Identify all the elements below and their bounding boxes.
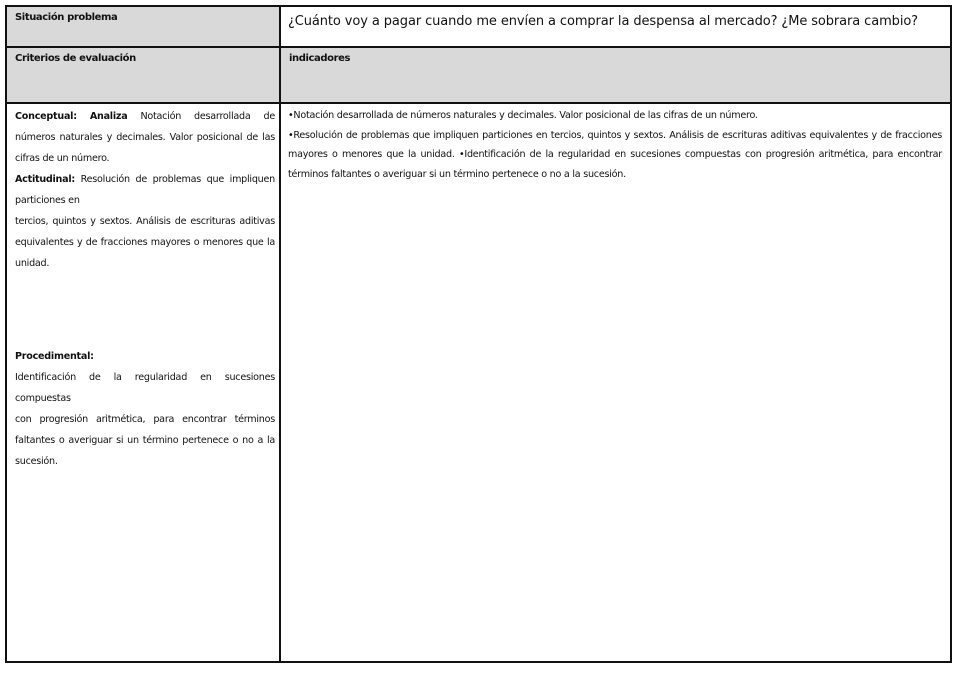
indicadores-cell [280, 103, 951, 662]
indicador-item: •Resolución de problemas que impliquen particiones en tercios, quintos y sextos. Análisis de escrituras aditivas equivalentes y de fracciones mayores o menores que la unidad. •Identificación de la regularidad en sucesiones compuestas con progresión aritmética, para encontrar términos faltantes o averiguar si un término pertenece o no a la sucesión. [288, 129, 942, 180]
table-row [6, 47, 951, 103]
table-row [6, 103, 951, 662]
problem-question: ¿Cuánto voy a pagar cuando me envíen a comprar la despensa al mercado? ¿Me sobrara cambio? [288, 14, 918, 29]
conceptual-text: Notación desarrollada de números naturales y decimales. Valor posicional de las cifras de un número. [15, 111, 275, 164]
conceptual-label: Conceptual: [15, 111, 77, 122]
situacion-label: Situación problema [15, 12, 118, 23]
criterios-content [7, 104, 279, 472]
indicador-item: •Notación desarrollada de números naturales y decimales. Valor posicional de las cifras de un número. [288, 110, 758, 121]
indicadores-label: indicadores [289, 53, 351, 64]
spacer [15, 274, 275, 346]
table-row [6, 6, 951, 47]
criterios-cell [6, 103, 280, 662]
evaluation-table [5, 5, 952, 663]
situacion-label-cell [6, 6, 280, 47]
procedimental-paragraph-cont: con progresión aritmética, para encontrar términos faltantes o averiguar si un término pertenece o no a la sucesión. [15, 414, 275, 467]
conceptual-paragraph [15, 106, 275, 169]
procedimental-paragraph: Identificación de la regularidad en sucesiones compuestas [15, 372, 275, 404]
question-cell [280, 6, 951, 47]
criterios-header-cell [6, 47, 280, 103]
actitudinal-text: Resolución de problemas que impliquen particiones en [15, 174, 275, 206]
indicadores-header-cell [280, 47, 951, 103]
procedimental-label: Procedimental: [15, 351, 94, 362]
actitudinal-paragraph [15, 169, 275, 211]
actitudinal-paragraph-cont: tercios, quintos y sextos. Análisis de escrituras aditivas equivalentes y de fracciones mayores o menores que la unidad. [15, 216, 275, 269]
criterios-label: Criterios de evaluación [15, 53, 136, 64]
actitudinal-label: Actitudinal: [15, 174, 75, 185]
indicadores-content [281, 104, 950, 184]
conceptual-verb: Analiza [89, 111, 128, 122]
procedimental-heading [15, 346, 275, 367]
